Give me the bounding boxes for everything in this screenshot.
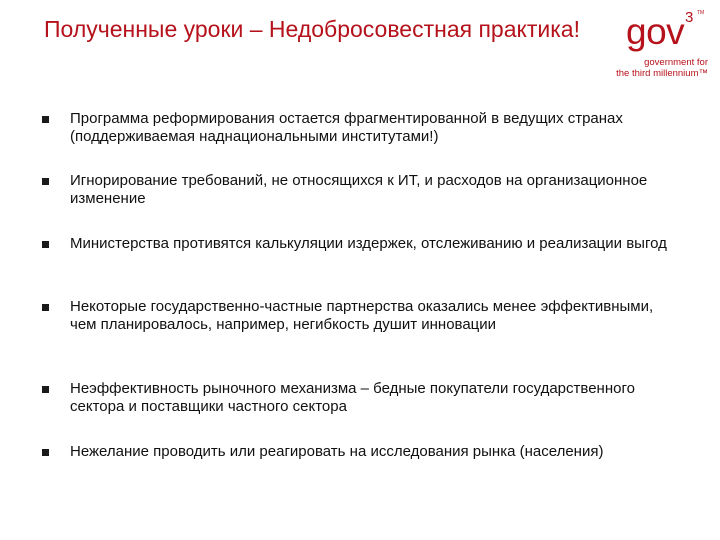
bullet-text: Некоторые государственно-частные партнерства оказались менее эффективными, чем планировалось, например, негибкость душит инновации <box>70 298 654 333</box>
slide-title: Полученные уроки – Недобросовестная практика! <box>44 16 580 42</box>
square-bullet-icon <box>42 116 49 123</box>
logo-superscript: 3 <box>685 9 694 26</box>
square-bullet-icon <box>42 304 49 311</box>
logo-wordmark: gov <box>626 11 685 52</box>
bullet-text: Нежелание проводить или реагировать на исследования рынка (населения) <box>70 443 604 460</box>
square-bullet-icon <box>42 386 49 393</box>
logo-trademark: TM <box>697 10 705 16</box>
bullet-text: Министерства противятся калькуляции издержек, отслеживанию и реализации выгод <box>70 235 667 252</box>
gov3-logo <box>596 10 708 86</box>
logo-tagline-line-1: government for <box>644 57 708 68</box>
square-bullet-icon <box>42 178 49 185</box>
logo-tagline-line-2: the third millennium™ <box>616 68 708 79</box>
bullet-text: Программа реформирования остается фрагментированной в ведущих странах (поддерживаемая наднациональными институтами!) <box>70 110 623 145</box>
bullet-text: Игнорирование требований, не относящихся к ИТ, и расходов на организационное изменение <box>70 172 648 207</box>
logo-mark <box>626 9 705 56</box>
square-bullet-icon <box>42 449 49 456</box>
square-bullet-icon <box>42 241 49 248</box>
bullet-text: Неэффективность рыночного механизма – бедные покупатели государственного сектора и поставщики частного сектора <box>70 380 635 415</box>
logo-tagline <box>596 57 708 79</box>
